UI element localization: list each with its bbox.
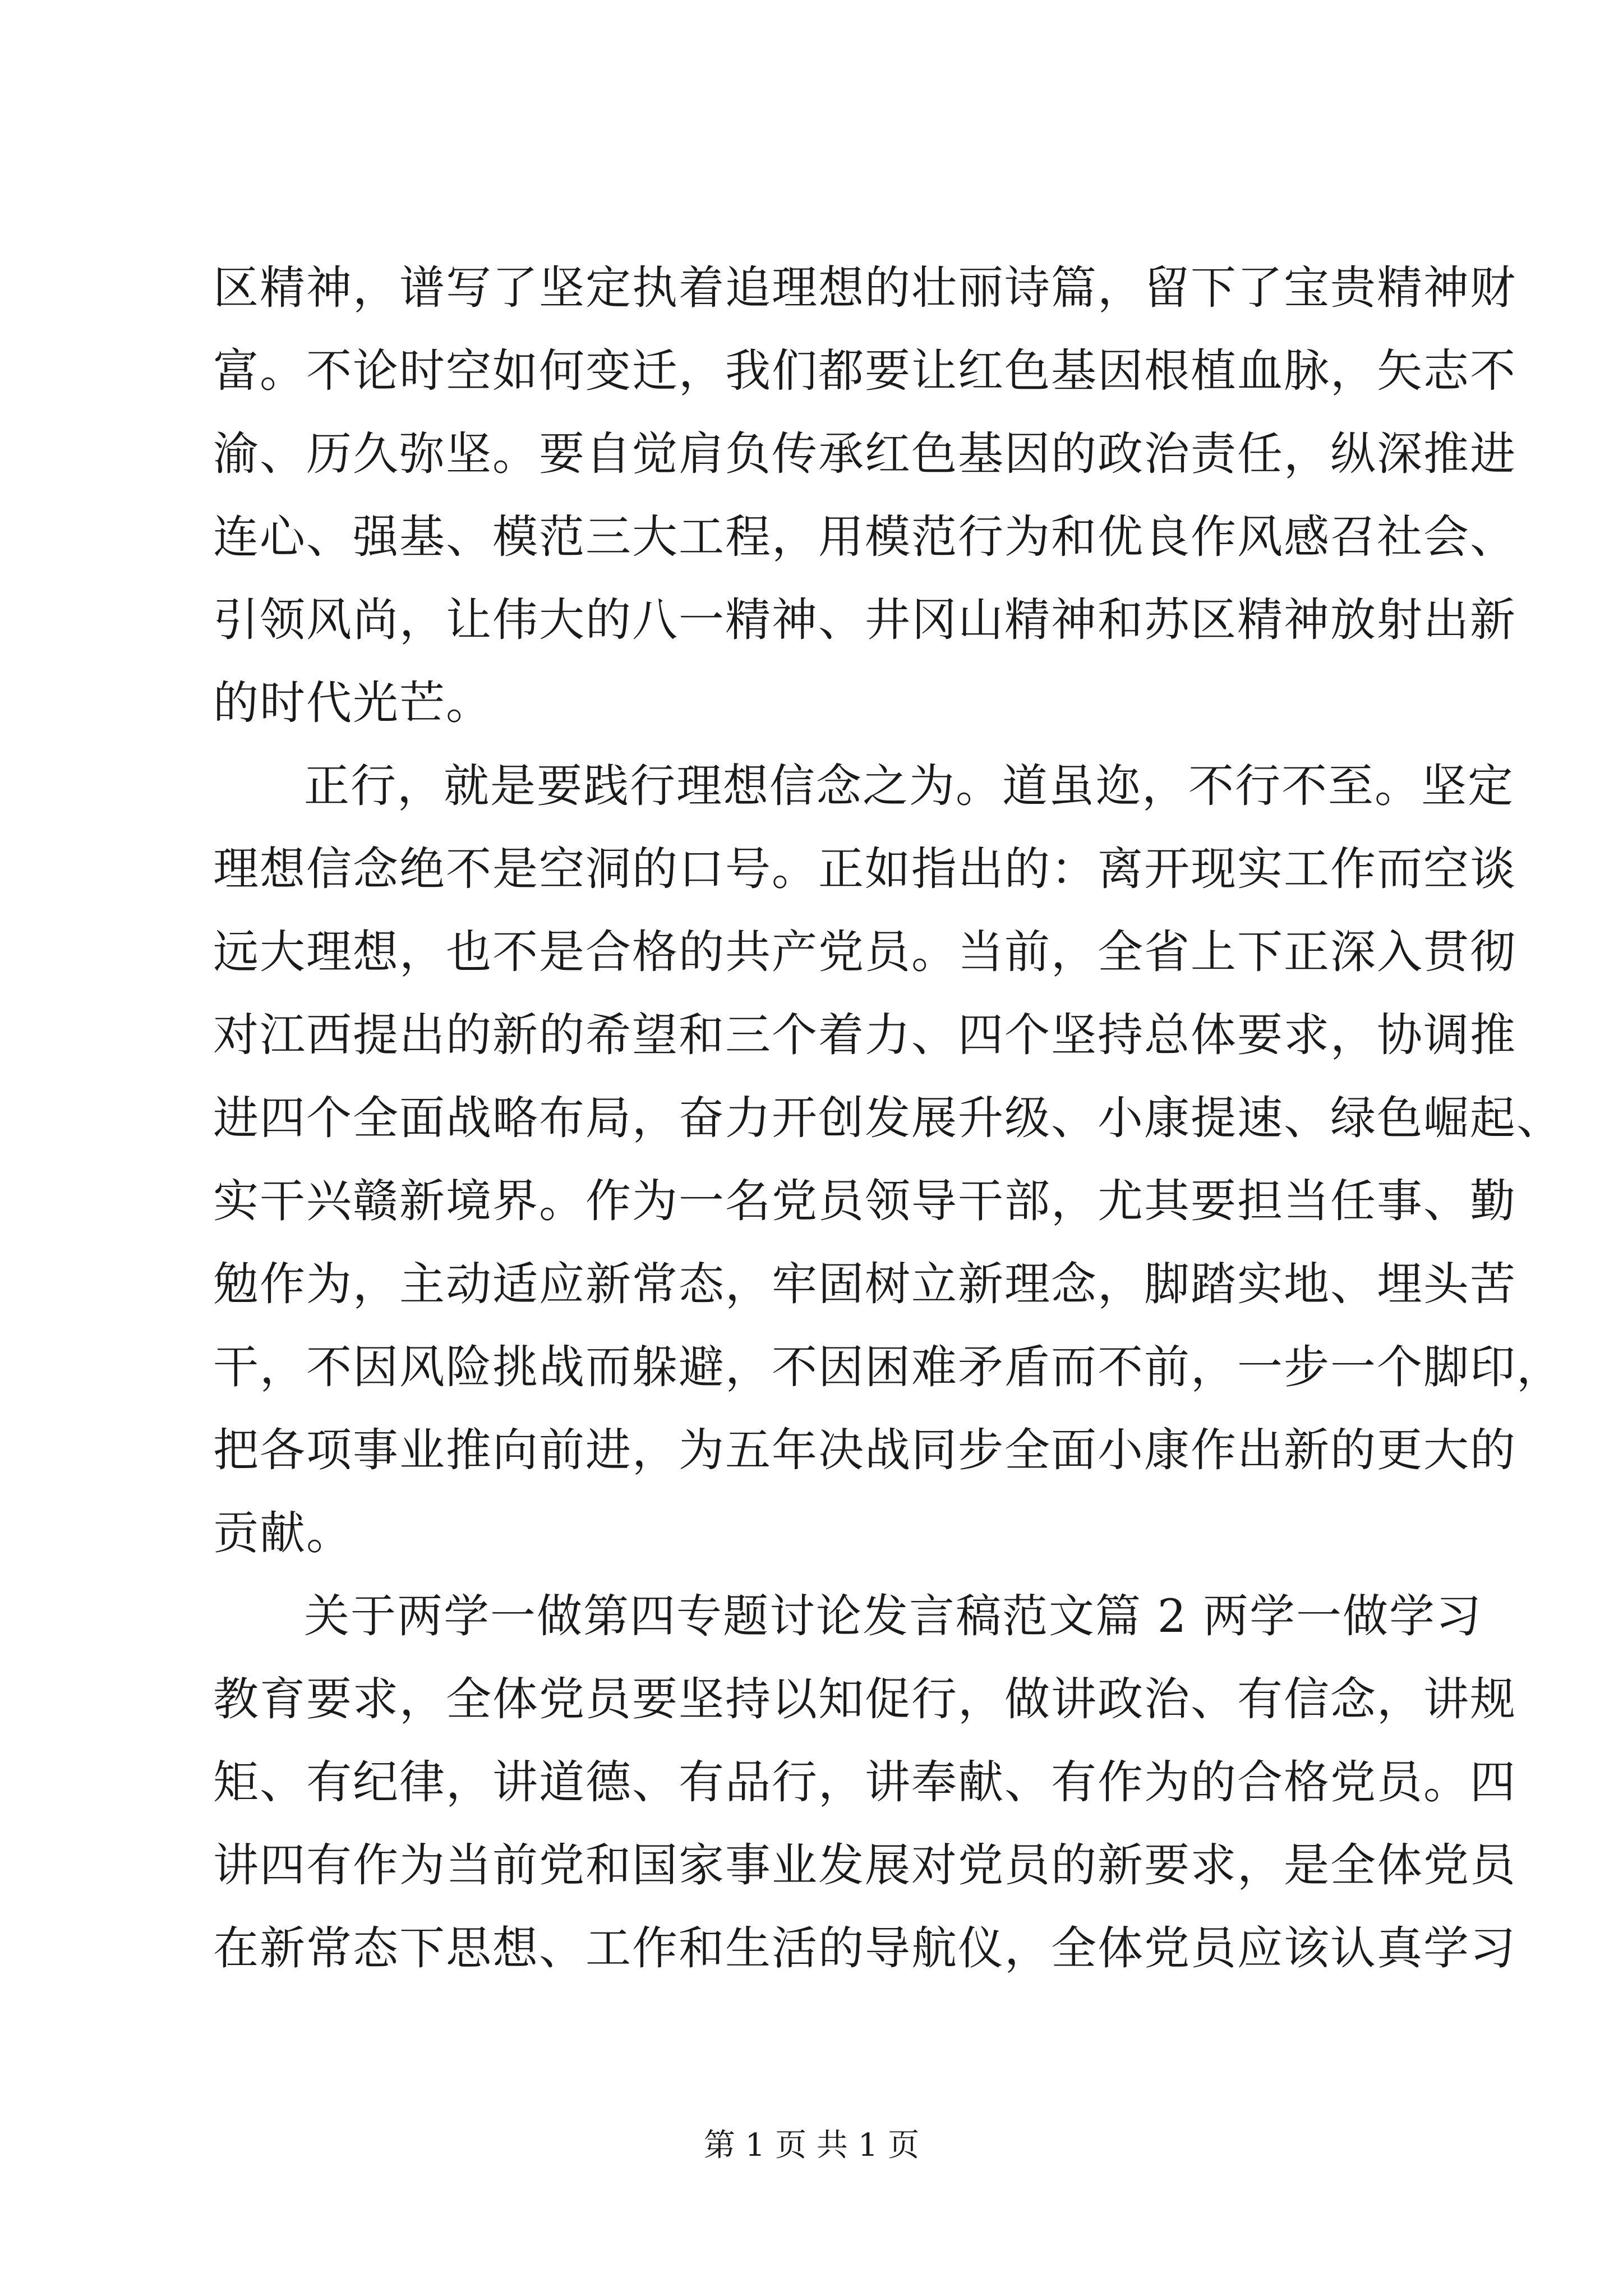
text-line: 在新常态下思想、工作和生活的导航仪，全体党员应该认真学习 [213,1922,1517,1975]
paragraph [213,247,1517,745]
text-line: 引领风尚，让伟大的八一精神、井冈山精神和苏区精神放射出新 [213,594,1517,647]
text-line: 讲四有作为当前党和国家事业发展对党员的新要求，是全体党员 [213,1839,1517,1892]
text-line: 的时代光芒。 [213,677,493,730]
text-line: 矩、有纪律，讲道德、有品行，讲奉献、有作为的合格党员。四 [213,1756,1517,1809]
text-line: 连心、强基、模范三大工程，用模范行为和优良作风感召社会、 [213,511,1517,564]
text-line: 实干兴赣新境界。作为一名党员领导干部，尤其要担当任事、勤 [213,1175,1517,1228]
text-line: 关于两学一做第四专题讨论发言稿范文篇 2 两学一做学习 [304,1590,1483,1643]
text-line: 富。不论时空如何变迁，我们都要让红色基因根植血脉，矢志不 [213,345,1517,398]
text-line: 把各项事业推向前进，为五年决战同步全面小康作出新的更大的 [213,1424,1517,1477]
text-line: 教育要求，全体党员要坚持以知促行，做讲政治、有信念，讲规 [213,1673,1517,1726]
text-line: 远大理想，也不是合格的共产党员。当前，全省上下正深入贯彻 [213,926,1517,979]
paragraph [213,745,1564,1575]
text-line: 贡献。 [213,1507,353,1560]
text-line: 渝、历久弥坚。要自觉肩负传承红色基因的政治责任，纵深推进 [213,428,1517,481]
text-line: 对江西提出的新的希望和三个着力、四个坚持总体要求，协调推 [213,1009,1517,1062]
document-body [213,247,1564,1990]
text-line: 干，不因风险挑战而躲避，不因困难矛盾而不前，一步一个脚印， [213,1341,1564,1394]
text-line: 区精神，谱写了坚定执着追理想的壮丽诗篇，留下了宝贵精神财 [213,262,1517,315]
text-line: 正行，就是要践行理想信念之为。道虽迩，不行不至。坚定 [304,760,1515,813]
text-line: 勉作为，主动适应新常态，牢固树立新理念，脚踏实地、埋头苦 [213,1258,1517,1311]
page-footer: 第 1 页 共 1 页 [703,2127,920,2164]
text-line: 理想信念绝不是空洞的口号。正如指出的：离开现实工作而空谈 [213,843,1517,896]
paragraph [213,1575,1517,1990]
text-line: 进四个全面战略布局，奋力开创发展升级、小康提速、绿色崛起、 [213,1092,1564,1145]
